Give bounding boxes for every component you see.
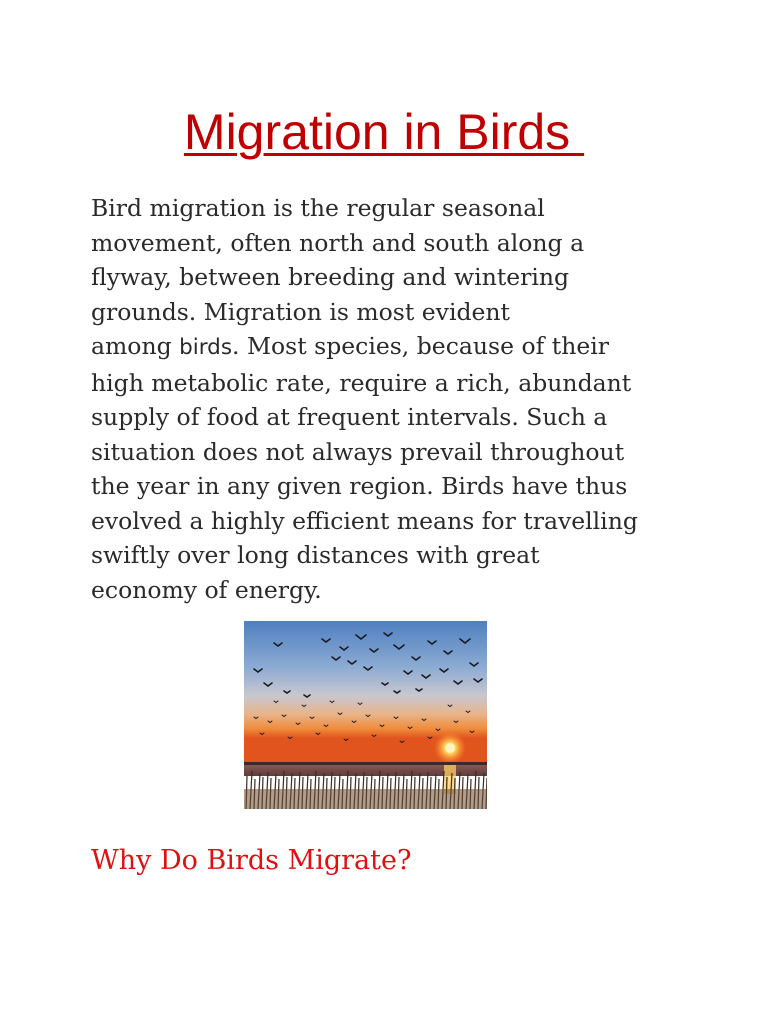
- section-heading: Why Do Birds Migrate?: [91, 845, 412, 876]
- intro-paragraph: [91, 191, 691, 607]
- intro-line-6: high metabolic rate, require a rich, abundant: [91, 368, 632, 397]
- intro-line-12: economy of energy.: [91, 575, 322, 604]
- intro-line-5: [91, 329, 691, 366]
- intro-line-9: the year in any given region. Birds have thus: [91, 472, 628, 500]
- intro-line-8: situation does not always prevail throughout: [91, 437, 625, 466]
- intro-line-5-start: among: [91, 332, 180, 360]
- intro-line-4: grounds. Migration is most evident: [91, 297, 510, 326]
- intro-line-11: swiftly over long distances with great: [91, 541, 540, 569]
- intro-line-2: movement, often north and south along a: [91, 228, 585, 257]
- birds-link-text: birds: [179, 335, 233, 360]
- page-title: Migration in Birds: [183, 104, 585, 160]
- intro-line-1: Bird migration is the regular seasonal: [91, 194, 545, 222]
- intro-line-5-end: . Most species, because of their: [232, 332, 609, 360]
- intro-line-3: flyway, between breeding and wintering: [91, 263, 570, 291]
- intro-line-7: supply of food at frequent intervals. Such a: [91, 403, 608, 431]
- birds-migration-photo: [244, 621, 487, 809]
- intro-line-10: evolved a highly efficient means for travelling: [91, 506, 638, 535]
